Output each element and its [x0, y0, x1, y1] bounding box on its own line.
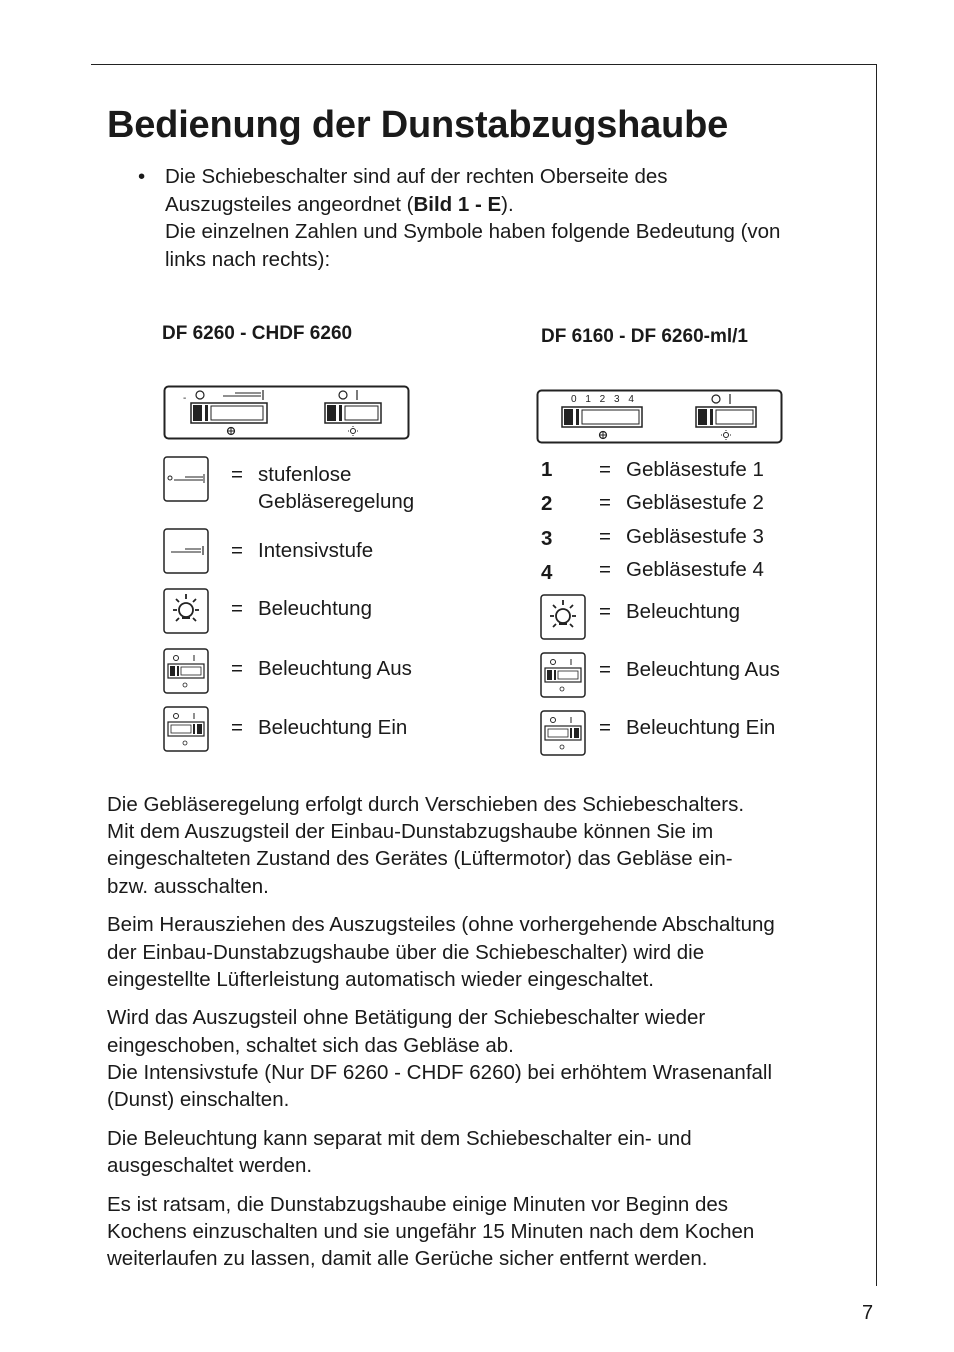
lamp-icon — [163, 588, 209, 634]
right-panel-scale: 0 1 2 3 4 — [571, 394, 637, 405]
paragraph-line: Die Gebläseregelung erfolgt durch Verschieben des Schiebeschalters. — [107, 793, 745, 816]
paragraph-line: (Dunst) einschalten. — [107, 1088, 290, 1112]
light-switch-off-icon — [163, 648, 209, 694]
level-equals: = — [599, 458, 611, 481]
level-text: Gebläsestufe 2 — [626, 491, 764, 514]
paragraph-line: eingestellte Lüfterleistung automatisch wieder eingeschaltet. — [107, 967, 654, 991]
left-switch-panel — [163, 385, 411, 441]
paragraph-line: ausgeschaltet werden. — [107, 1153, 313, 1177]
paragraph-line: Wird das Auszugsteil ohne Betätigung der Schiebeschalter wieder — [107, 1006, 706, 1030]
legend-text-stepless — [258, 461, 414, 515]
intro-line-1: Die Schiebeschalter sind auf der rechten Oberseite des — [165, 165, 668, 188]
paragraph-line: Kochens einzuschalten und sie ungefähr 15 Minuten nach dem Kochen — [107, 1219, 755, 1243]
legend-equals: = — [231, 597, 243, 620]
paragraph-line: der Einbau-Dunstabzugshaube über die Schiebeschalter) wird die — [107, 940, 705, 964]
level-text: Gebläsestufe 1 — [626, 458, 764, 481]
paragraph-line: Die Beleuchtung kann separat mit dem Schiebeschalter ein- und — [107, 1126, 692, 1150]
level-number: 3 — [541, 527, 553, 550]
legend-text-lighting-off: Beleuchtung Aus — [626, 658, 780, 681]
light-switch-on-icon — [540, 710, 586, 756]
intro-line-3: Die einzelnen Zahlen und Symbole haben folgende Bedeutung (von — [165, 220, 781, 243]
paragraph-line: Beim Herausziehen des Auszugsteiles (ohne vorhergehende Abschaltung — [107, 913, 775, 937]
legend-text-stepless-line1: stufenlose — [258, 463, 352, 486]
paragraph-lighting — [107, 1125, 857, 1179]
legend-equals: = — [231, 539, 243, 562]
legend-text-lighting: Beleuchtung — [258, 597, 372, 620]
lamp-icon — [540, 594, 586, 640]
intro-bullet-item — [138, 163, 858, 273]
paragraph-line: Mit dem Auszugsteil der Einbau-Dunstabzugshaube können Sie im — [107, 820, 714, 844]
level-number: 4 — [541, 561, 553, 584]
right-column-heading: DF 6160 - DF 6260-ml/1 — [541, 326, 748, 347]
left-panel-dash: - — [183, 393, 187, 404]
intro-line-2 — [165, 191, 858, 219]
page-number: 7 — [862, 1302, 874, 1324]
paragraph-line: bzw. ausschalten. — [107, 874, 269, 898]
paragraph-fan-control — [107, 791, 857, 900]
intro-line-2-post: ). — [501, 192, 514, 216]
legend-text-lighting-on: Beleuchtung Ein — [626, 716, 776, 739]
paragraph-line: Die Intensivstufe (Nur DF 6260 - CHDF 6260) bei erhöhtem Wrasenanfall — [107, 1060, 773, 1084]
paragraph-line: eingeschoben, schaltet sich das Gebläse ab. — [107, 1033, 514, 1057]
legend-text-intensive: Intensivstufe — [258, 539, 374, 562]
intro-line-4: links nach rechts): — [165, 247, 331, 271]
light-switch-on-icon — [163, 706, 209, 752]
paragraph-push-in — [107, 1004, 857, 1113]
intensive-slider-icon — [163, 528, 209, 574]
right-rule — [876, 64, 877, 1286]
paragraph-recommendation — [107, 1191, 857, 1273]
level-equals: = — [599, 525, 611, 548]
legend-equals: = — [231, 716, 243, 739]
page-title: Bedienung der Dunstabzugshaube — [107, 104, 729, 146]
legend-equals: = — [599, 600, 611, 623]
legend-text-lighting-off: Beleuchtung Aus — [258, 657, 412, 680]
intro-line-2-pre: Auszugsteiles angeordnet ( — [165, 192, 414, 216]
paragraph-line: eingeschalteten Zustand des Gerätes (Lüftermotor) das Gebläse ein- — [107, 847, 733, 871]
level-equals: = — [599, 558, 611, 581]
legend-equals: = — [599, 658, 611, 681]
legend-equals: = — [599, 716, 611, 739]
legend-equals: = — [231, 463, 243, 486]
right-switch-panel — [536, 389, 784, 445]
body-text — [107, 791, 857, 1284]
top-rule — [91, 64, 877, 65]
level-number: 2 — [541, 492, 553, 515]
paragraph-line: Es ist ratsam, die Dunstabzugshaube einige Minuten vor Beginn des — [107, 1192, 729, 1216]
level-equals: = — [599, 491, 611, 514]
bullet-marker: • — [138, 165, 146, 188]
level-text: Gebläsestufe 3 — [626, 525, 764, 548]
legend-text-stepless-line2: Gebläseregelung — [258, 490, 415, 513]
paragraph-pull-out — [107, 911, 857, 993]
figure-reference: Bild 1 - E — [413, 192, 502, 216]
legend-text-lighting-on: Beleuchtung Ein — [258, 716, 408, 739]
paragraph-line: weiterlaufen zu lassen, damit alle Gerüche sicher entfernt werden. — [107, 1247, 708, 1271]
level-text: Gebläsestufe 4 — [626, 558, 764, 581]
light-switch-off-icon — [540, 652, 586, 698]
level-number: 1 — [541, 458, 553, 481]
intro-text — [165, 163, 858, 273]
legend-text-lighting: Beleuchtung — [626, 600, 740, 623]
left-column-heading: DF 6260 - CHDF 6260 — [162, 323, 353, 344]
stepless-slider-icon — [163, 456, 209, 502]
legend-equals: = — [231, 657, 243, 680]
